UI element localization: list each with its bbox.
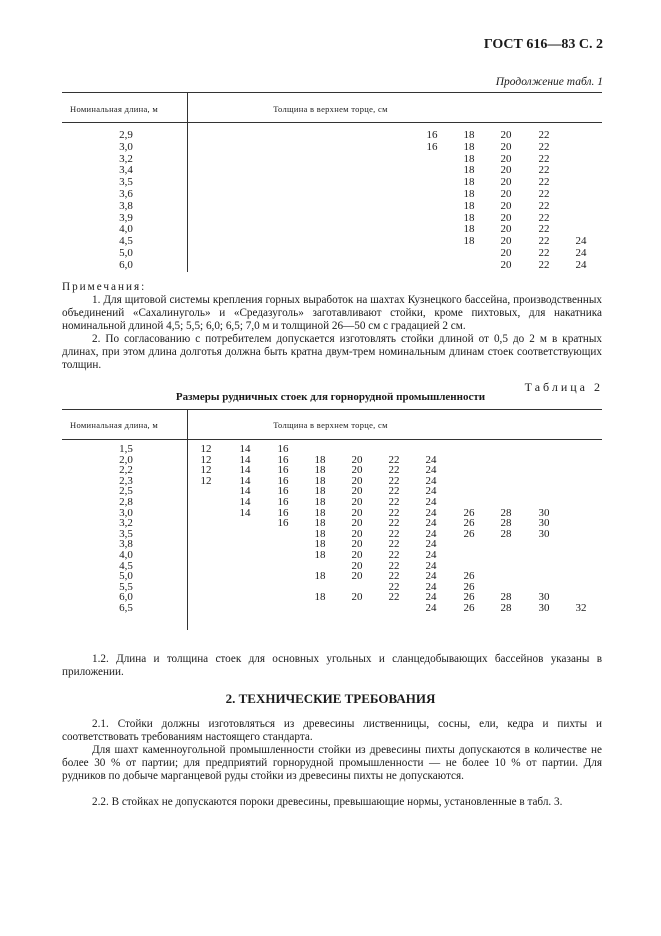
table-1-length-cell: 3,5 [119, 176, 133, 189]
table-2-value-cell: 22 [388, 474, 400, 487]
table-2-value-cell: 14 [239, 443, 251, 455]
table-1-top-rule [62, 92, 602, 93]
table-1-length-cell: 5,0 [119, 247, 133, 259]
table-1-value-cell: 16 [426, 140, 438, 153]
table-2-value-cell: 24 [425, 602, 437, 614]
table-2-value-cell: 26 [463, 580, 475, 593]
table-2-value-cell: 14 [239, 453, 251, 466]
table-2-value-cell: 16 [277, 474, 289, 487]
table-2-value-cell: 18 [314, 506, 326, 519]
table-2-value-cell: 20 [351, 506, 363, 519]
table-1-value-cell: 18 [463, 235, 475, 248]
table-2-value-cell: 22 [388, 517, 400, 530]
table-2-length-cell: 6,5 [119, 602, 133, 614]
table-2-length-cell: 6,0 [119, 591, 133, 604]
table-2-value-cell: 18 [314, 474, 326, 487]
section-title: 2. ТЕХНИЧЕСКИЕ ТРЕБОВАНИЯ [225, 691, 436, 706]
table-2-value-cell: 24 [425, 506, 437, 519]
table-1-value-cell: 22 [538, 258, 550, 271]
table-2-header-rule [62, 439, 602, 440]
table-1-length-cell: 4,0 [119, 223, 133, 236]
table-1-value-cell: 18 [463, 188, 475, 200]
table-2-value-cell: 24 [425, 559, 437, 572]
table-1-value-cell: 22 [538, 188, 550, 200]
table-2-value-cell: 20 [351, 453, 363, 466]
table-2-value-cell: 26 [463, 506, 475, 519]
table-2-length-cell: 2,2 [119, 464, 133, 477]
table-1-value-cell: 18 [463, 199, 475, 212]
table-2-caption: Размеры рудничных стоек для горнорудной промышленности [175, 391, 486, 403]
table-2-length-cell: 1,5 [119, 443, 133, 455]
table-1-value-cell: 22 [538, 199, 550, 212]
table-2-value-cell: 30 [538, 591, 550, 604]
table-2-column-divider [187, 409, 188, 630]
table-1-column-divider [187, 92, 188, 272]
table-2-value-cell: 32 [575, 602, 587, 614]
table-1-value-cell: 22 [538, 129, 550, 141]
paragraph-2-2: 2.2. В стойках не допускаются пороки древесины, превышающие нормы, установленные в табл. 3. [92, 796, 563, 808]
table-1-value-cell: 22 [538, 164, 550, 177]
table-2-value-cell: 24 [425, 580, 437, 593]
table-1-length-cell: 3,0 [119, 140, 133, 153]
table-2-value-cell: 26 [463, 517, 475, 530]
table-2-value-cell: 12 [200, 453, 212, 466]
table-2-value-cell: 24 [425, 517, 437, 530]
table-1-value-cell: 20 [500, 164, 512, 177]
table-1-length-header: Номинальная длина, м [70, 104, 159, 114]
table-1-value-cell: 20 [500, 235, 512, 248]
table-1-value-cell: 18 [463, 223, 475, 236]
table-1-value-cell: 18 [463, 140, 475, 153]
table-1-value-cell: 22 [538, 247, 550, 259]
table-2-value-cell: 22 [388, 453, 400, 466]
table-2-value-cell: 20 [351, 527, 363, 540]
notes-title: Примечания: [62, 281, 147, 293]
table-1-value-cell: 22 [538, 223, 550, 236]
table-1-value-cell: 20 [500, 129, 512, 141]
table-1-value-cell: 18 [463, 152, 475, 165]
table-1-value-cell: 24 [575, 247, 587, 259]
table-2-value-cell: 16 [277, 443, 289, 455]
table-2-value-cell: 30 [538, 506, 550, 519]
paragraph-2-1-continued: Для шахт каменноугольной промышленности стойки из древесины пихты допускаются в количестве не более 30 % от партии; для предприятий горнорудной промышленности — не более 10 % от партии. Для рудников по добыче марганцевой руды стойки из древесины пихты не допускаются. [62, 744, 602, 782]
table-1-value-cell: 20 [500, 223, 512, 236]
table-2-value-cell: 12 [200, 443, 212, 455]
table-2-value-cell: 30 [538, 527, 550, 540]
table-2-value-cell: 26 [463, 591, 475, 604]
table-2-value-cell: 20 [351, 517, 363, 530]
table-1-length-cell: 3,9 [119, 211, 133, 224]
table-2-value-cell: 24 [425, 464, 437, 477]
table-2-value-cell: 24 [425, 496, 437, 508]
table-2-value-cell: 30 [538, 602, 550, 614]
table-1-value-cell: 18 [463, 164, 475, 177]
table-1-length-cell: 3,4 [119, 164, 133, 177]
table-1-value-cell: 20 [500, 176, 512, 189]
table-2-label: Таблица 2 [524, 380, 603, 394]
table-2-value-cell: 18 [314, 496, 326, 508]
table-2-value-cell: 18 [314, 485, 326, 498]
table-2-value-cell: 22 [388, 464, 400, 477]
table-2-value-cell: 26 [463, 602, 475, 614]
table-2-value-cell: 18 [314, 549, 326, 561]
table-2-value-cell: 20 [351, 538, 363, 551]
table-1-value-cell: 18 [463, 176, 475, 189]
table-2-value-cell: 24 [425, 591, 437, 604]
table-2-value-cell: 16 [277, 517, 289, 530]
table-2-value-cell: 14 [239, 496, 251, 508]
table-2-value-cell: 16 [277, 453, 289, 466]
table-2-value-cell: 24 [425, 538, 437, 551]
table-2-value-cell: 28 [500, 527, 512, 540]
table-2-value-cell: 24 [425, 570, 437, 583]
table-2-value-cell: 22 [388, 538, 400, 551]
table-2-length-cell: 2,5 [119, 485, 133, 498]
table-2-value-cell: 12 [200, 464, 212, 477]
table-2-value-cell: 30 [538, 517, 550, 530]
table-2-length-cell: 5,0 [119, 570, 133, 583]
table-2-value-cell: 22 [388, 580, 400, 593]
table-1-value-cell: 18 [463, 211, 475, 224]
table-2-length-cell: 3,2 [119, 517, 133, 530]
table-2-length-cell: 2,3 [119, 474, 133, 487]
table-2-value-cell: 16 [277, 485, 289, 498]
table-2-value-cell: 14 [239, 485, 251, 498]
table-2-length-cell: 2,8 [119, 496, 133, 508]
table-2-value-cell: 24 [425, 549, 437, 561]
table-1-value-cell: 16 [426, 129, 438, 141]
table-2-value-cell: 12 [200, 474, 212, 487]
table-2-thickness-header: Толщина в верхнем торце, см [273, 420, 388, 430]
table-1-thickness-header: Толщина в верхнем торце, см [273, 104, 388, 114]
table-2-value-cell: 22 [388, 496, 400, 508]
table-2-value-cell: 20 [351, 570, 363, 583]
table-1-value-cell: 20 [500, 199, 512, 212]
table-2-value-cell: 22 [388, 506, 400, 519]
table-1-length-cell: 6,0 [119, 258, 133, 271]
table-2-value-cell: 14 [239, 474, 251, 487]
table-2-value-cell: 16 [277, 464, 289, 477]
table-2-top-rule [62, 409, 602, 410]
table-1-value-cell: 20 [500, 140, 512, 153]
table-2-length-cell: 3,0 [119, 506, 133, 519]
table-2-length-cell: 3,5 [119, 527, 133, 540]
table-1-value-cell: 20 [500, 211, 512, 224]
table-2-value-cell: 28 [500, 517, 512, 530]
table-2-value-cell: 22 [388, 591, 400, 604]
paragraph-1-2: 1.2. Длина и толщина стоек для основных угольных и сланцедобывающих бассейнов указаны в приложении. [62, 653, 602, 678]
table-1-header-rule [62, 122, 602, 123]
table-1-value-cell: 24 [575, 235, 587, 248]
table-1-length-cell: 3,2 [119, 152, 133, 165]
table-1-length-cell: 3,8 [119, 199, 133, 212]
table-continuation-label: Продолжение табл. 1 [495, 76, 603, 88]
table-2-value-cell: 24 [425, 474, 437, 487]
table-2-length-cell: 5,5 [119, 580, 133, 593]
table-2-value-cell: 28 [500, 591, 512, 604]
table-2-value-cell: 22 [388, 485, 400, 498]
table-2-value-cell: 20 [351, 485, 363, 498]
table-2-value-cell: 26 [463, 570, 475, 583]
table-1-value-cell: 18 [463, 129, 475, 141]
table-1-value-cell: 20 [500, 152, 512, 165]
table-2-value-cell: 18 [314, 538, 326, 551]
table-2-length-cell: 3,8 [119, 538, 133, 551]
table-1-value-cell: 20 [500, 188, 512, 200]
table-2-value-cell: 28 [500, 506, 512, 519]
table-1-length-cell: 4,5 [119, 235, 133, 248]
table-2-value-cell: 16 [277, 496, 289, 508]
table-2-value-cell: 20 [351, 559, 363, 572]
document-reference: ГОСТ 616—83 С. 2 [483, 37, 603, 52]
table-2-value-cell: 20 [351, 549, 363, 561]
table-1-value-cell: 20 [500, 258, 512, 271]
table-1-value-cell: 24 [575, 258, 587, 271]
table-2-value-cell: 26 [463, 527, 475, 540]
table-1-value-cell: 22 [538, 152, 550, 165]
table-2-value-cell: 16 [277, 506, 289, 519]
table-2-value-cell: 18 [314, 570, 326, 583]
table-1-value-cell: 20 [500, 247, 512, 259]
table-2-value-cell: 14 [239, 506, 251, 519]
note-2: 2. По согласованию с потребителем допускается изготовлять стойки длиной от 0,5 до 2 м в кратных длинах, при этом длина долготья должна быть кратна двум-трем номинальным длинам стоек соответствующих толщин. [62, 333, 602, 371]
table-2-length-cell: 4,0 [119, 549, 133, 561]
table-2-value-cell: 18 [314, 517, 326, 530]
table-1-value-cell: 22 [538, 235, 550, 248]
table-2-value-cell: 18 [314, 527, 326, 540]
table-2-value-cell: 24 [425, 485, 437, 498]
table-2-value-cell: 20 [351, 474, 363, 487]
table-2-value-cell: 18 [314, 453, 326, 466]
table-2-length-header: Номинальная длина, м [70, 420, 159, 430]
table-1-length-cell: 3,6 [119, 188, 133, 200]
table-2-value-cell: 22 [388, 570, 400, 583]
table-2-value-cell: 24 [425, 453, 437, 466]
table-2-length-cell: 4,5 [119, 559, 133, 572]
table-1-value-cell: 22 [538, 211, 550, 224]
table-1-length-cell: 2,9 [119, 129, 133, 141]
paragraph-2-1: 2.1. Стойки должны изготовляться из древесины лиственницы, сосны, ели, кедра и пихты и соответствовать требованиям настоящего стандарта. [62, 718, 602, 743]
table-2-value-cell: 22 [388, 549, 400, 561]
table-2-value-cell: 22 [388, 527, 400, 540]
table-2-length-cell: 2,0 [119, 453, 133, 466]
table-2-value-cell: 24 [425, 527, 437, 540]
table-2-value-cell: 18 [314, 464, 326, 477]
table-2-value-cell: 20 [351, 496, 363, 508]
note-1: 1. Для щитовой системы крепления горных выработок на шахтах Кузнецкого бассейна, производственных объединений «Сахалинуголь» и «Средазуголь» заготавливают стойки, кроме пихтовых, для накатника номинальной длиной 4,5; 5,5; 6,0; 6,5; 7,0 м и толщиной 26—50 см с градацией 2 см. [62, 294, 602, 332]
table-2-value-cell: 20 [351, 591, 363, 604]
table-1-value-cell: 22 [538, 176, 550, 189]
table-2-value-cell: 22 [388, 559, 400, 572]
table-1-value-cell: 22 [538, 140, 550, 153]
table-2-value-cell: 28 [500, 602, 512, 614]
table-2-value-cell: 18 [314, 591, 326, 604]
table-2-value-cell: 20 [351, 464, 363, 477]
table-2-value-cell: 14 [239, 464, 251, 477]
